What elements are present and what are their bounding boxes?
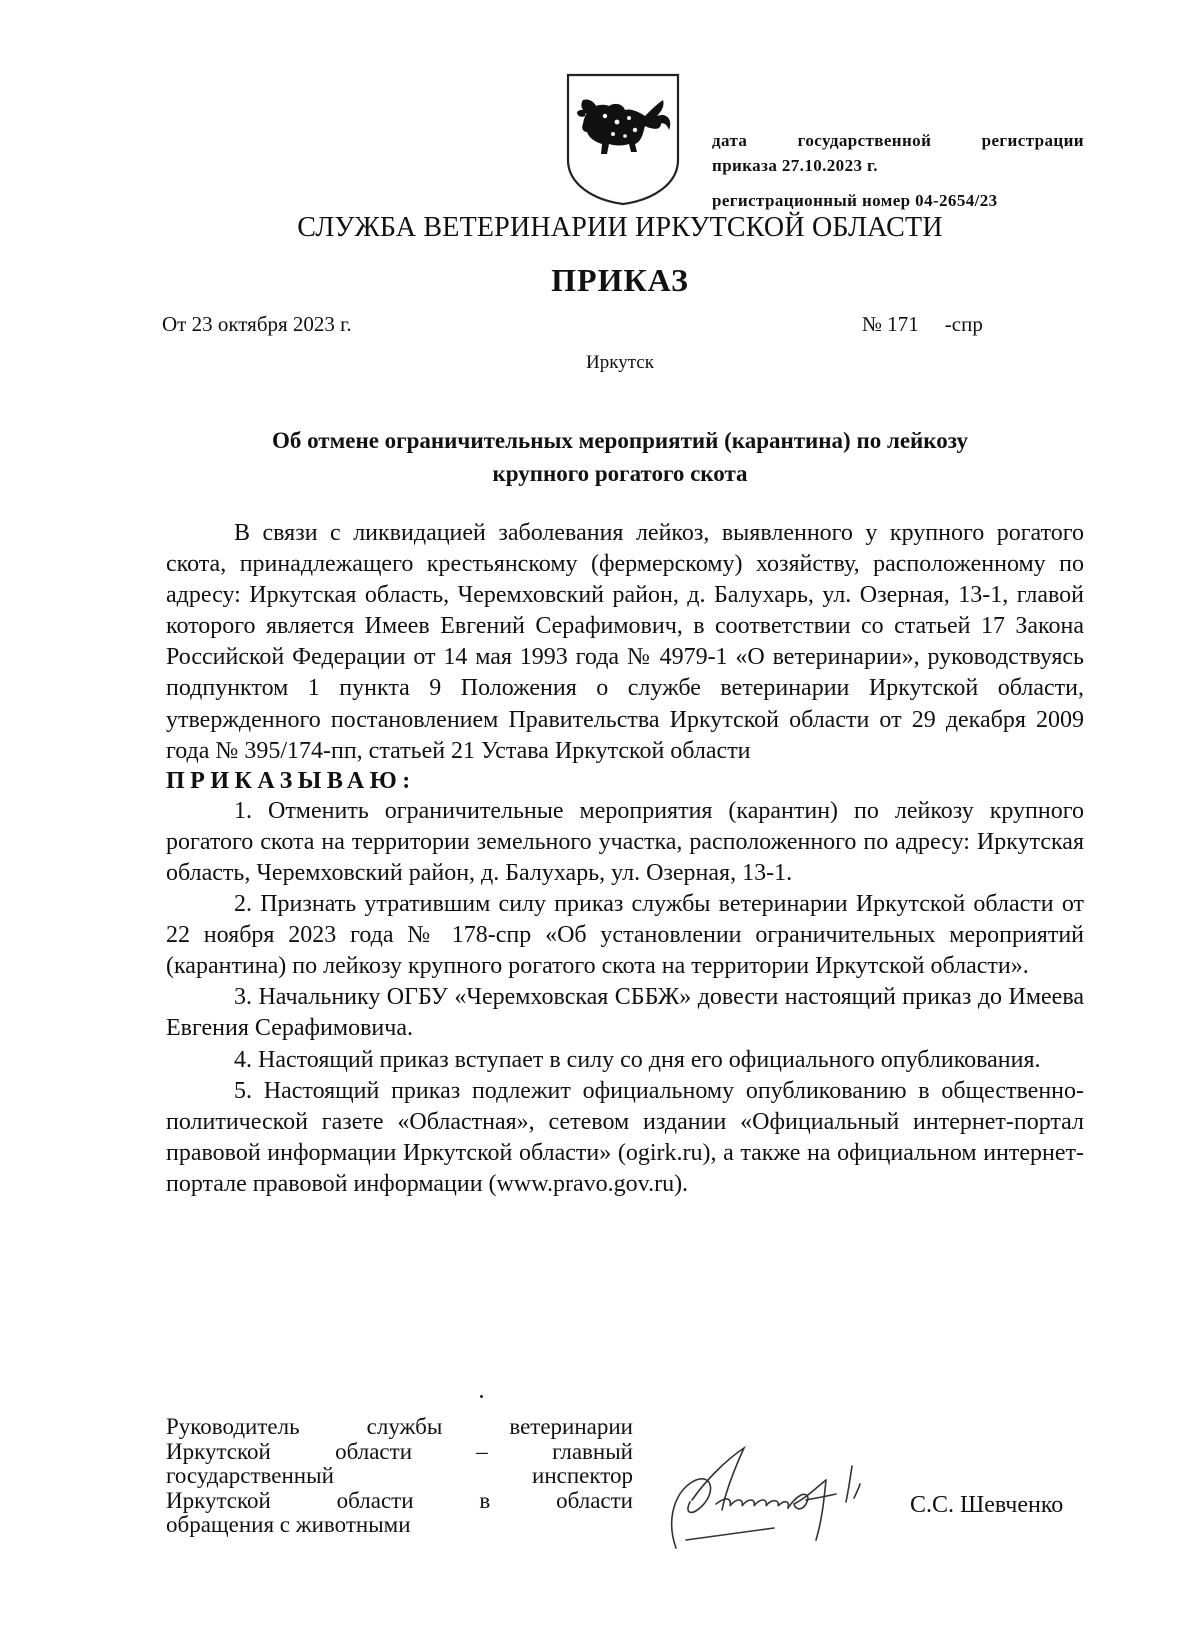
order-body (166, 518, 1084, 1200)
city: Иркутск (586, 352, 654, 373)
signer-position-line-4: Иркутской области в области (166, 1487, 633, 1513)
stray-mark (480, 1395, 483, 1398)
signer-position-line-3: государственный инспектор (166, 1463, 633, 1488)
order-title (150, 424, 1090, 490)
signer-position-line-2: Иркутской области – главный (166, 1438, 633, 1464)
signer-name: С.С. Шевченко (910, 1492, 1064, 1518)
order-date: От 23 октября 2023 г. (162, 312, 352, 336)
order-word: ПРИКАЗЫВАЮ: (166, 767, 416, 794)
document-type: ПРИКАЗ (551, 262, 689, 298)
order-title-line-1: Об отмене ограничительных мероприятий (карантина) по лейкозу (271, 428, 969, 453)
order-item-1: 1. Отменить ограничительные мероприятия (карантин) по лейкозу крупного рогатого скота на территории земельного участка, расположенного по адресу: Иркутская область, Черемховский район, д. Балухарь, ул. Озерная, 13-1. (166, 797, 1084, 886)
registration-date: приказа 27.10.2023 г. (712, 156, 878, 175)
preamble: В связи с ликвидацией заболевания лейкоз, выявленного у крупного рогатого скота, принадлежащего крестьянскому (фермерскому) хозяйству, расположенному по адресу: Иркутская область, Черемховский район, д. Балухарь, ул. Озерная, 13-1, главой которого является Имеев Евгений Серафимович, в соответствии со статьей 17 Закона Российской Федерации от 14 мая 1993 года № 4979-1 «О ветеринарии», руководствуясь подпунктом 1 пункта 9 Положения о службе ветеринарии Иркутской области, утвержденного постановлением Правительства Иркутской области от 29 декабря 2009 года № 395/174-пп, статьей 21 Устава Иркутской области (166, 520, 1084, 764)
signer-position-line-1: Руководитель службы ветеринарии (166, 1414, 633, 1439)
order-number-value: № 171 (862, 312, 919, 336)
registration-number: регистрационный номер 04-2654/23 (712, 191, 998, 210)
registration-date-label: дата государственной регистрации (712, 131, 1084, 150)
coat-of-arms-icon (565, 72, 681, 206)
order-item-4: 4. Настоящий приказ вступает в силу со дня его официального опубликования. (234, 1046, 1041, 1073)
handwritten-signature (656, 1440, 886, 1560)
order-number (862, 312, 983, 337)
order-item-3: 3. Начальнику ОГБУ «Черемховская СББЖ» довести настоящий приказ до Имеева Евгения Серафимовича. (166, 984, 1084, 1042)
order-item-5: 5. Настоящий приказ подлежит официальному опубликованию в общественно-политической газете «Областная», сетевом издании «Официальный интернет-портал правовой информации Иркутской области» (ogirk.ru), а также на официальном интернет-портале правовой информации (www.pravo.gov.ru). (166, 1077, 1084, 1197)
signer-position-line-5: обращения с животными (166, 1512, 411, 1537)
issuing-authority: СЛУЖБА ВЕТЕРИНАРИИ ИРКУТСКОЙ ОБЛАСТИ (297, 212, 943, 243)
order-item-2: 2. Признать утратившим силу приказ службы ветеринарии Иркутской области от 22 ноября 2023 года № 178-спр «Об установлении ограничительных мероприятий (карантина) по лейкозу крупного рогатого скота на территории Иркутской области». (166, 891, 1084, 980)
order-number-suffix: -спр (944, 312, 983, 336)
signer-position (166, 1415, 633, 1538)
registration-note (712, 128, 1084, 213)
order-title-line-2: крупного рогатого скота (492, 461, 748, 486)
